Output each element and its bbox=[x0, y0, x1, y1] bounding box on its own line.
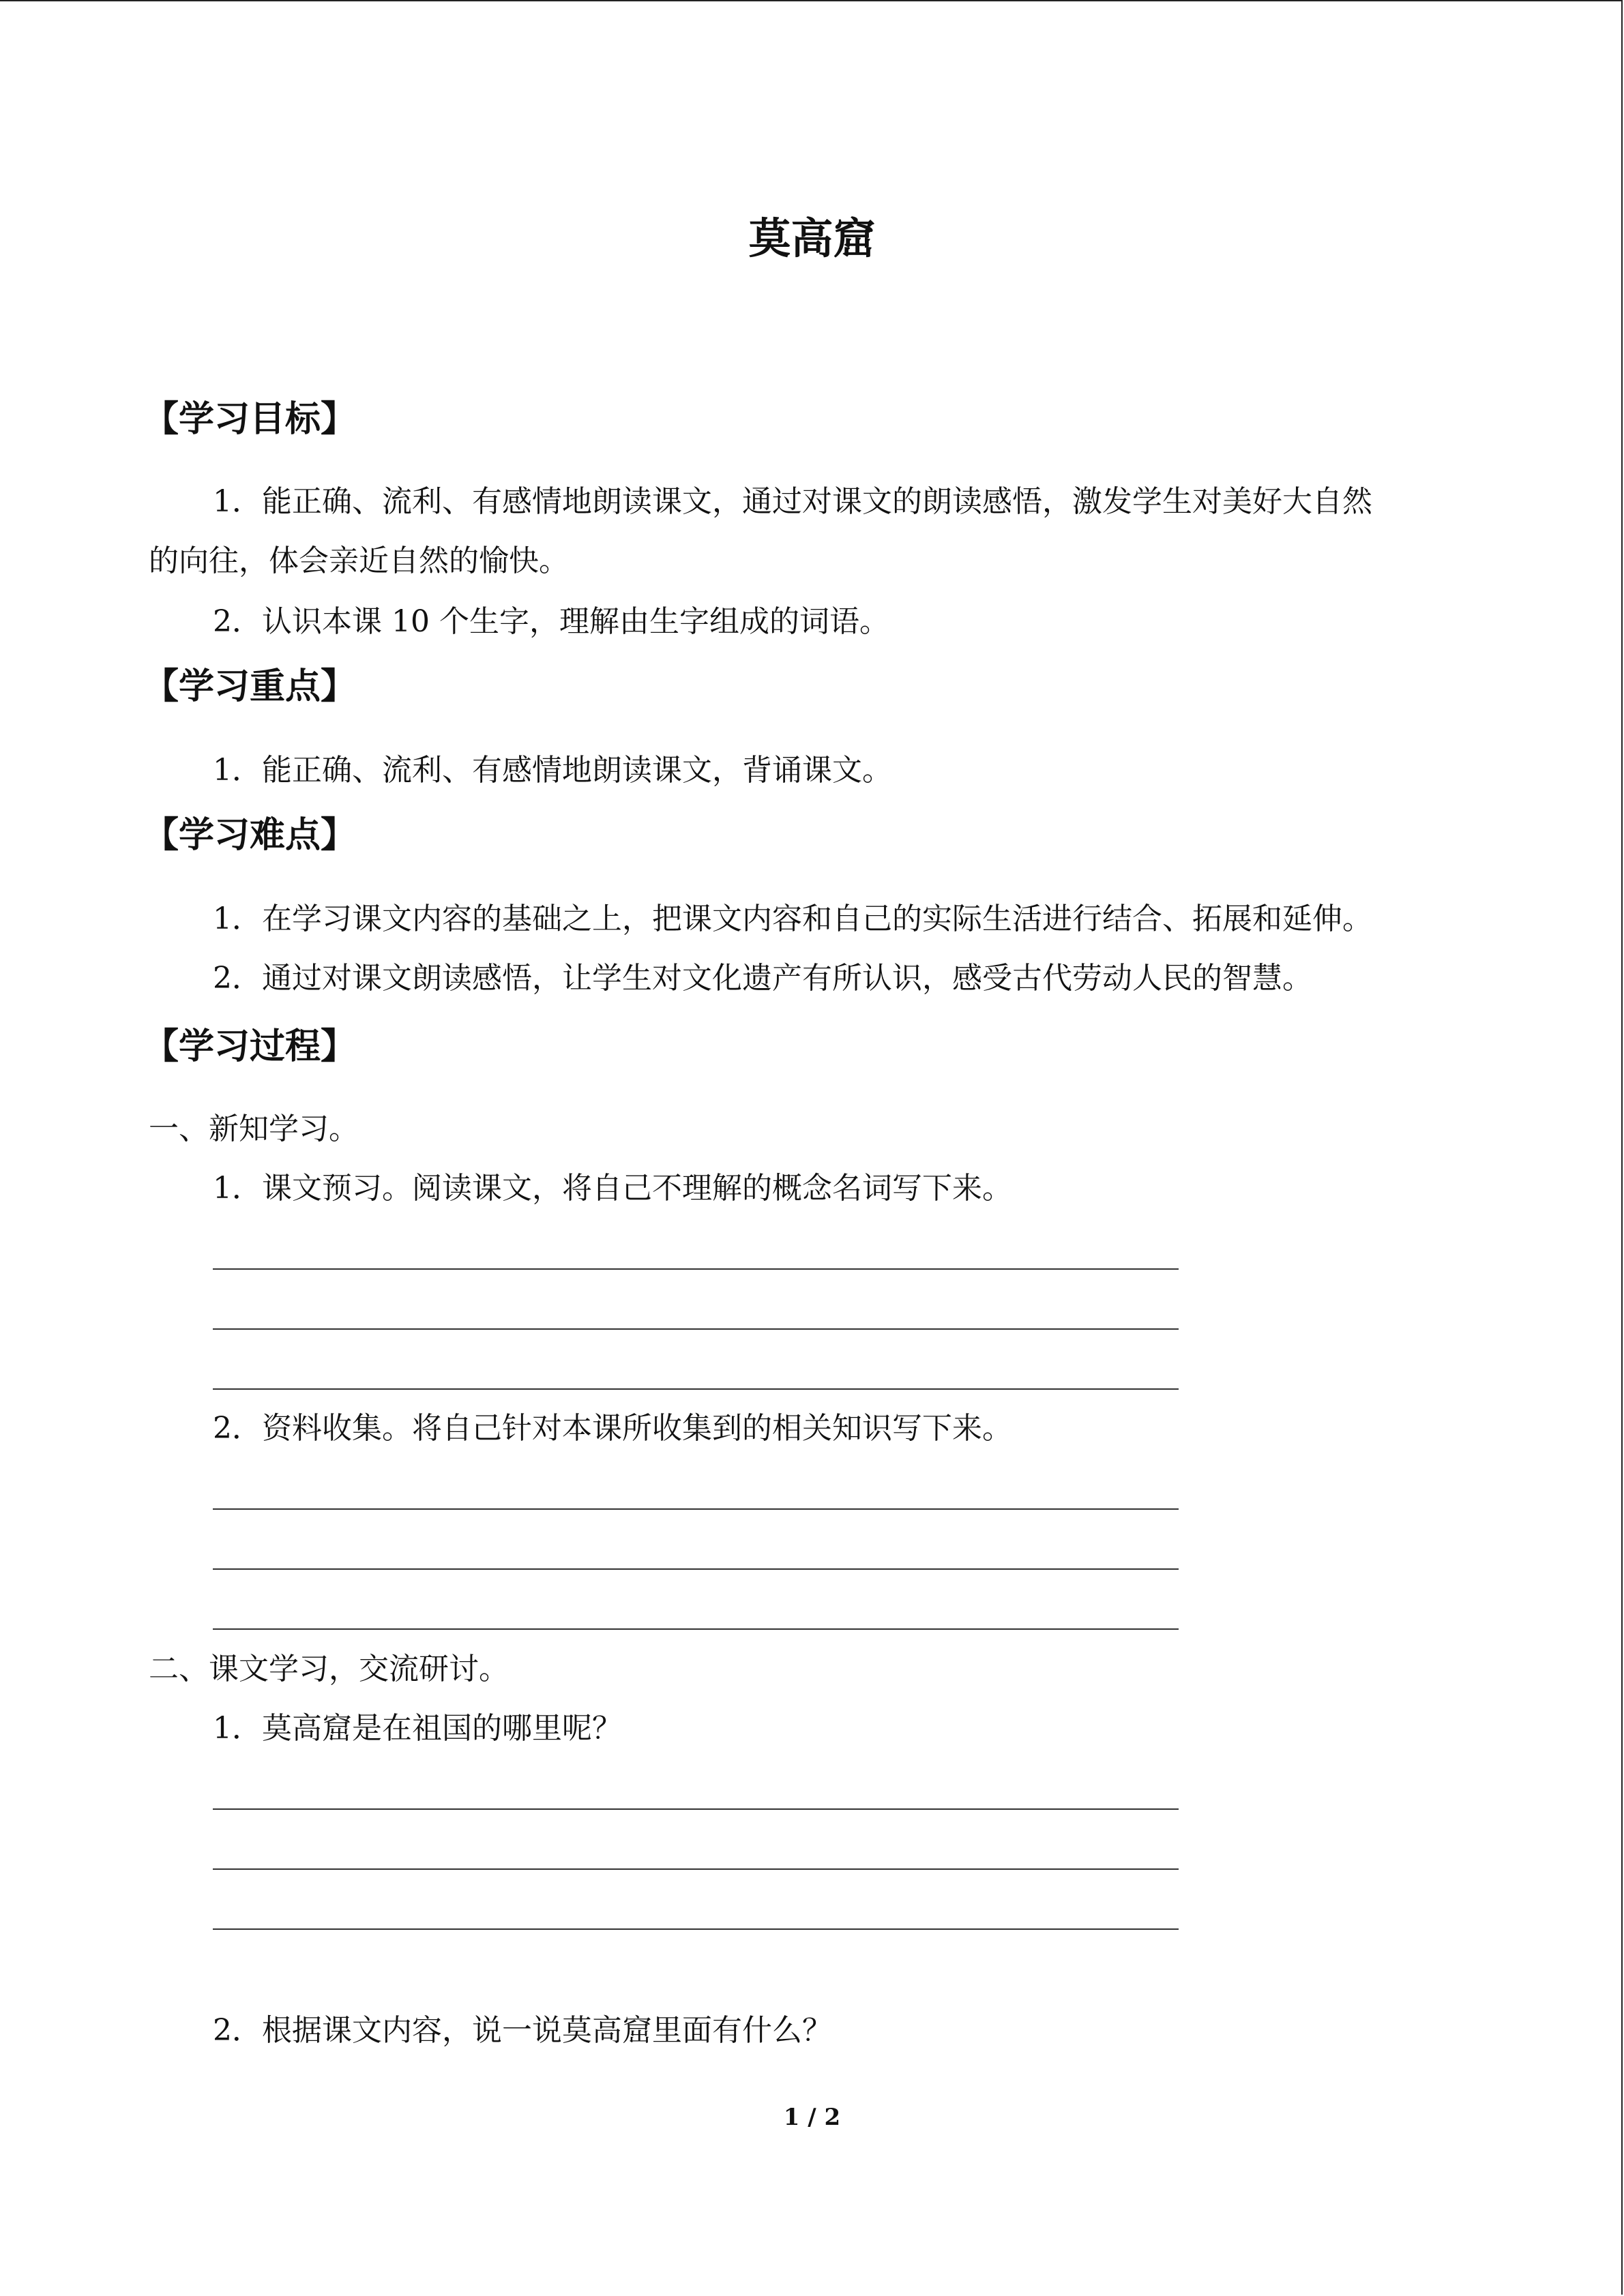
answer-line[interactable] bbox=[213, 1388, 1179, 1390]
answer-line[interactable] bbox=[213, 1628, 1179, 1630]
process-part-1-question-2: 2．资料收集。将自己针对本课所收集到的相关知识写下来。 bbox=[213, 1411, 1012, 1446]
heading-process: 【学习过程】 bbox=[143, 1026, 357, 1067]
answer-line[interactable] bbox=[213, 1928, 1179, 1930]
answer-line[interactable] bbox=[213, 1268, 1179, 1270]
answer-line[interactable] bbox=[213, 1868, 1179, 1870]
difficulty-2: 2．通过对课文朗读感悟，让学生对文化遗产有所认识，感受古代劳动人民的智慧。 bbox=[213, 961, 1312, 996]
process-part-2-question-2: 2．根据课文内容，说一说莫高窟里面有什么？ bbox=[213, 2013, 832, 2048]
process-part-1: 一、新知学习。 bbox=[149, 1112, 359, 1146]
heading-objectives: 【学习目标】 bbox=[143, 398, 357, 440]
difficulty-1: 1．在学习课文内容的基础之上，把课文内容和自己的实际生活进行结合、拓展和延伸。 bbox=[213, 901, 1372, 936]
page-title: 莫高窟 bbox=[748, 213, 876, 263]
answer-line[interactable] bbox=[213, 1568, 1179, 1570]
answer-line[interactable] bbox=[213, 1508, 1179, 1510]
heading-key-points: 【学习重点】 bbox=[143, 666, 357, 707]
objective-2: 2．认识本课 10 个生字，理解由生字组成的词语。 bbox=[213, 604, 889, 639]
answer-line[interactable] bbox=[213, 1808, 1179, 1810]
key-point-1: 1．能正确、流利、有感情地朗读课文，背诵课文。 bbox=[213, 753, 892, 788]
objective-1-line-1: 1．能正确、流利、有感情地朗读课文，通过对课文的朗读感悟，激发学生对美好大自然 bbox=[213, 484, 1372, 519]
process-part-1-question-1: 1．课文预习。阅读课文，将自己不理解的概念名词写下来。 bbox=[213, 1171, 1012, 1206]
process-part-2-question-1: 1．莫高窟是在祖国的哪里呢？ bbox=[213, 1711, 622, 1746]
process-part-2: 二、课文学习，交流研讨。 bbox=[149, 1652, 509, 1686]
heading-difficulties: 【学习难点】 bbox=[143, 814, 357, 856]
objective-1-line-2: 的向往，体会亲近自然的愉快。 bbox=[149, 543, 569, 578]
answer-line[interactable] bbox=[213, 1328, 1179, 1330]
page-number: 1 / 2 bbox=[783, 2104, 841, 2131]
